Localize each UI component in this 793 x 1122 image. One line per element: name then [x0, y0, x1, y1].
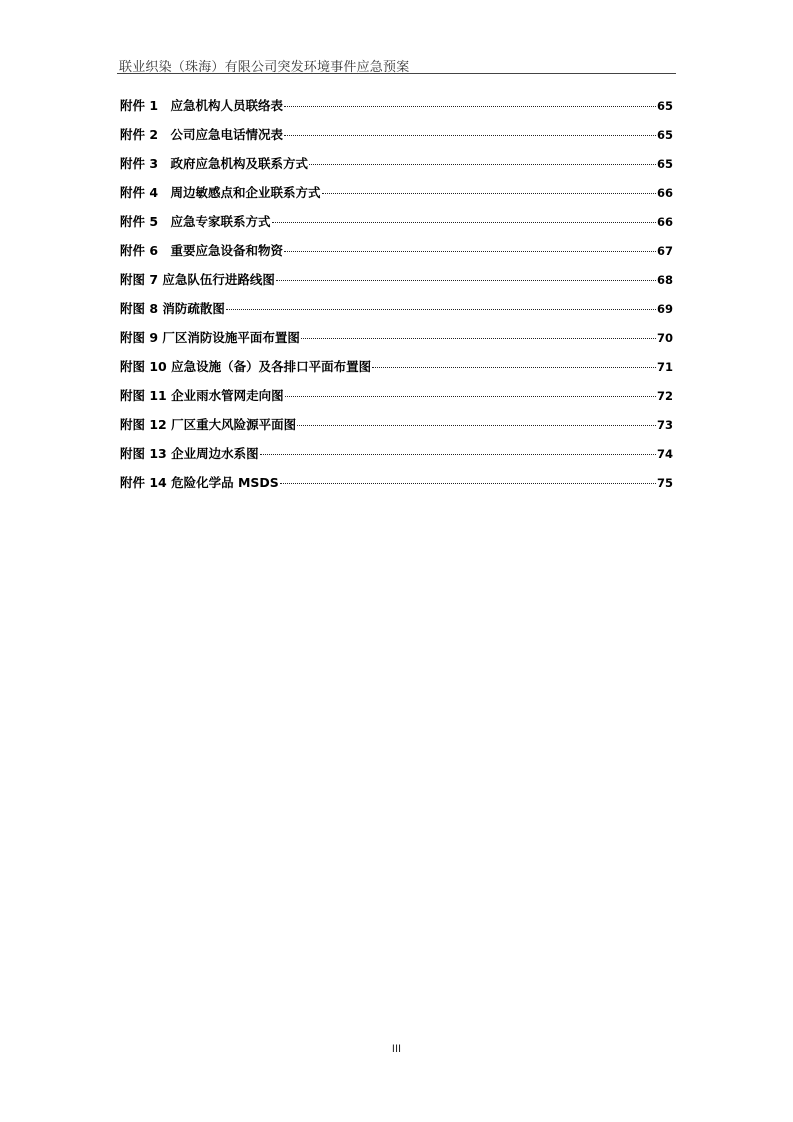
toc-entry-page: 65: [656, 128, 673, 142]
toc-entry-page: 69: [656, 302, 673, 316]
toc-entry[interactable]: [120, 328, 673, 357]
toc-leader-dots: [284, 135, 656, 136]
toc-entry-page: 68: [656, 273, 673, 287]
toc-entry-page: 74: [656, 447, 673, 461]
toc-leader-dots: [280, 483, 656, 484]
toc-entry-page: 70: [656, 331, 673, 345]
toc-entry[interactable]: [120, 357, 673, 386]
toc-leader-dots: [285, 396, 656, 397]
toc-entry[interactable]: [120, 270, 673, 299]
toc-leader-dots: [276, 280, 656, 281]
toc-entry[interactable]: [120, 241, 673, 270]
toc-entry-page: 65: [656, 157, 673, 171]
toc-entry-page: 67: [656, 244, 673, 258]
toc-entry-page: 66: [656, 186, 673, 200]
toc-leader-dots: [309, 164, 656, 165]
page-number: III: [391, 1043, 402, 1055]
toc-entry-title[interactable]: 附件 1 应急机构人员联络表: [120, 98, 284, 113]
toc-entry-page: 73: [656, 418, 673, 432]
toc-entry-title[interactable]: 附件 2 公司应急电话情况表: [120, 127, 284, 142]
toc-entry-title[interactable]: 附图 9 厂区消防设施平面布置图: [120, 330, 300, 345]
toc-leader-dots: [297, 425, 656, 426]
header-divider: [117, 73, 676, 74]
toc-leader-dots: [260, 454, 656, 455]
toc-entry-title[interactable]: 附图 12 厂区重大风险源平面图: [120, 417, 297, 432]
toc-leader-dots: [301, 338, 656, 339]
table-of-contents: [120, 96, 673, 502]
toc-entry-page: 71: [656, 360, 673, 374]
toc-leader-dots: [284, 251, 656, 252]
toc-entry-title[interactable]: 附图 11 企业雨水管网走向图: [120, 388, 284, 403]
toc-entry[interactable]: [120, 444, 673, 473]
toc-entry-title[interactable]: 附件 14 危险化学品 MSDS: [120, 475, 279, 490]
toc-entry[interactable]: [120, 125, 673, 154]
toc-entry[interactable]: [120, 96, 673, 125]
document-title: 联业织染（珠海）有限公司突发环境事件应急预案: [119, 60, 410, 75]
toc-entry-title[interactable]: 附图 7 应急队伍行进路线图: [120, 272, 275, 287]
toc-entry[interactable]: [120, 415, 673, 444]
toc-entry-page: 66: [656, 215, 673, 229]
toc-entry[interactable]: [120, 212, 673, 241]
toc-leader-dots: [226, 309, 656, 310]
toc-entry-page: 75: [656, 476, 673, 490]
toc-entry[interactable]: [120, 473, 673, 502]
toc-entry-title[interactable]: 附图 13 企业周边水系图: [120, 446, 259, 461]
toc-leader-dots: [272, 222, 656, 223]
toc-entry-title[interactable]: 附件 6 重要应急设备和物资: [120, 243, 284, 258]
toc-leader-dots: [284, 106, 656, 107]
toc-entry-title[interactable]: 附图 8 消防疏散图: [120, 301, 225, 316]
toc-entry[interactable]: [120, 299, 673, 328]
toc-leader-dots: [372, 367, 656, 368]
toc-entry-title[interactable]: 附件 5 应急专家联系方式: [120, 214, 271, 229]
toc-entry[interactable]: [120, 154, 673, 183]
toc-entry-title[interactable]: 附图 10 应急设施（备）及各排口平面布置图: [120, 359, 372, 374]
toc-entry[interactable]: [120, 183, 673, 212]
toc-leader-dots: [322, 193, 656, 194]
toc-entry[interactable]: [120, 386, 673, 415]
toc-entry-title[interactable]: 附件 3 政府应急机构及联系方式: [120, 156, 309, 171]
toc-entry-title[interactable]: 附件 4 周边敏感点和企业联系方式: [120, 185, 321, 200]
toc-entry-page: 72: [656, 389, 673, 403]
toc-entry-page: 65: [656, 99, 673, 113]
